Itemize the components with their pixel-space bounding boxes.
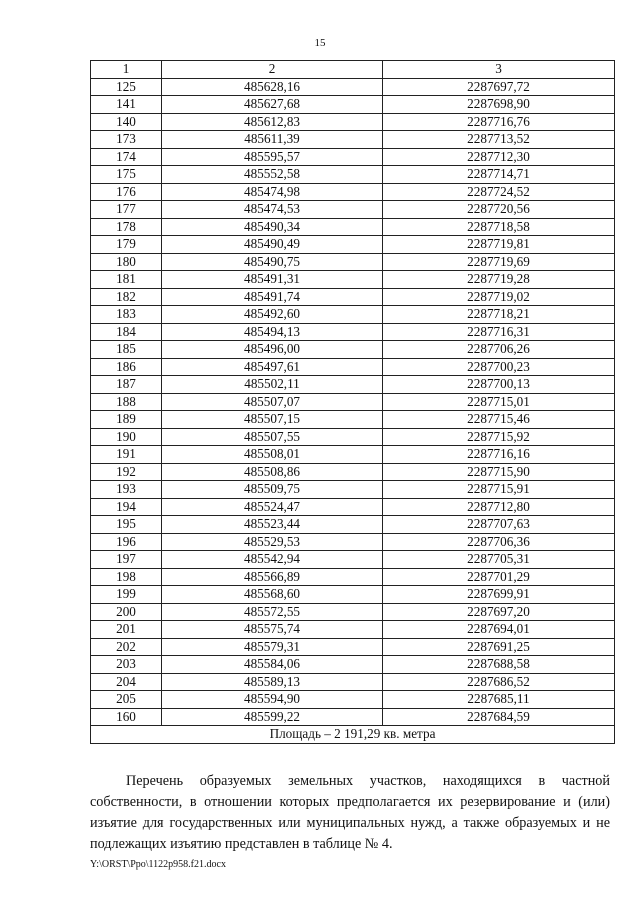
- cell-x-coordinate: 485508,01: [162, 446, 383, 464]
- cell-y-coordinate: 2287719,69: [383, 253, 615, 271]
- cell-point-number: 160: [91, 708, 162, 726]
- cell-x-coordinate: 485628,16: [162, 78, 383, 96]
- cell-y-coordinate: 2287720,56: [383, 201, 615, 219]
- cell-point-number: 180: [91, 253, 162, 271]
- cell-y-coordinate: 2287715,46: [383, 411, 615, 429]
- page-number: 15: [314, 37, 326, 49]
- table-row: [91, 691, 615, 709]
- cell-y-coordinate: 2287716,16: [383, 446, 615, 464]
- cell-point-number: 178: [91, 218, 162, 236]
- body-paragraph: [90, 771, 610, 855]
- cell-y-coordinate: 2287715,01: [383, 393, 615, 411]
- cell-y-coordinate: 2287701,29: [383, 568, 615, 586]
- document-file-path: Y:\ORST\Ppo\1122p958.f21.docx: [90, 859, 226, 870]
- cell-y-coordinate: 2287686,52: [383, 673, 615, 691]
- cell-y-coordinate: 2287719,28: [383, 271, 615, 289]
- cell-y-coordinate: 2287718,21: [383, 306, 615, 324]
- cell-x-coordinate: 485491,74: [162, 288, 383, 306]
- cell-y-coordinate: 2287705,31: [383, 551, 615, 569]
- cell-point-number: 182: [91, 288, 162, 306]
- cell-x-coordinate: 485507,15: [162, 411, 383, 429]
- table-row: [91, 78, 615, 96]
- cell-point-number: 175: [91, 166, 162, 184]
- cell-x-coordinate: 485474,98: [162, 183, 383, 201]
- cell-x-coordinate: 485492,60: [162, 306, 383, 324]
- cell-point-number: 187: [91, 376, 162, 394]
- table-row: [91, 96, 615, 114]
- table-row: [91, 411, 615, 429]
- table-row: [91, 376, 615, 394]
- cell-x-coordinate: 485497,61: [162, 358, 383, 376]
- cell-x-coordinate: 485474,53: [162, 201, 383, 219]
- cell-x-coordinate: 485490,49: [162, 236, 383, 254]
- table-row: [91, 551, 615, 569]
- cell-y-coordinate: 2287713,52: [383, 131, 615, 149]
- table-body: [91, 61, 615, 744]
- cell-x-coordinate: 485566,89: [162, 568, 383, 586]
- cell-x-coordinate: 485552,58: [162, 166, 383, 184]
- cell-x-coordinate: 485507,55: [162, 428, 383, 446]
- table-row: [91, 288, 615, 306]
- cell-y-coordinate: 2287697,20: [383, 603, 615, 621]
- cell-point-number: 192: [91, 463, 162, 481]
- cell-x-coordinate: 485568,60: [162, 586, 383, 604]
- cell-y-coordinate: 2287706,36: [383, 533, 615, 551]
- cell-y-coordinate: 2287700,23: [383, 358, 615, 376]
- cell-x-coordinate: 485594,90: [162, 691, 383, 709]
- table-row: [91, 638, 615, 656]
- table-row: [91, 341, 615, 359]
- cell-y-coordinate: 2287715,90: [383, 463, 615, 481]
- table-row: [91, 586, 615, 604]
- cell-x-coordinate: 485611,39: [162, 131, 383, 149]
- table-row: [91, 446, 615, 464]
- cell-y-coordinate: 2287699,91: [383, 586, 615, 604]
- cell-point-number: 190: [91, 428, 162, 446]
- table-row: [91, 621, 615, 639]
- cell-x-coordinate: 485612,83: [162, 113, 383, 131]
- cell-point-number: 173: [91, 131, 162, 149]
- cell-point-number: 191: [91, 446, 162, 464]
- table-row: [91, 498, 615, 516]
- cell-y-coordinate: 2287712,30: [383, 148, 615, 166]
- table-row: [91, 183, 615, 201]
- cell-x-coordinate: 485599,22: [162, 708, 383, 726]
- cell-x-coordinate: 485584,06: [162, 656, 383, 674]
- table-row: [91, 253, 615, 271]
- cell-y-coordinate: 2287716,76: [383, 113, 615, 131]
- cell-y-coordinate: 2287718,58: [383, 218, 615, 236]
- cell-point-number: 199: [91, 586, 162, 604]
- cell-y-coordinate: 2287707,63: [383, 516, 615, 534]
- cell-y-coordinate: 2287700,13: [383, 376, 615, 394]
- cell-x-coordinate: 485508,86: [162, 463, 383, 481]
- table-row: [91, 236, 615, 254]
- area-cell: Площадь – 2 191,29 кв. метра: [91, 726, 615, 744]
- cell-x-coordinate: 485627,68: [162, 96, 383, 114]
- table-row: [91, 463, 615, 481]
- cell-y-coordinate: 2287715,92: [383, 428, 615, 446]
- cell-point-number: 201: [91, 621, 162, 639]
- cell-point-number: 140: [91, 113, 162, 131]
- table-row: [91, 568, 615, 586]
- cell-point-number: 185: [91, 341, 162, 359]
- table-row: [91, 113, 615, 131]
- cell-y-coordinate: 2287714,71: [383, 166, 615, 184]
- header-cell-point-number: 1: [91, 61, 162, 79]
- table-header-row: [91, 61, 615, 79]
- table-row: [91, 358, 615, 376]
- cell-x-coordinate: 485490,75: [162, 253, 383, 271]
- cell-point-number: 198: [91, 568, 162, 586]
- cell-y-coordinate: 2287719,02: [383, 288, 615, 306]
- header-cell-y: 3: [383, 61, 615, 79]
- table-row: [91, 306, 615, 324]
- table-row: [91, 271, 615, 289]
- table-row: [91, 516, 615, 534]
- cell-point-number: 196: [91, 533, 162, 551]
- cell-y-coordinate: 2287684,59: [383, 708, 615, 726]
- cell-point-number: 194: [91, 498, 162, 516]
- cell-point-number: 203: [91, 656, 162, 674]
- cell-x-coordinate: 485491,31: [162, 271, 383, 289]
- cell-point-number: 179: [91, 236, 162, 254]
- paragraph-text: Перечень образуемых земельных участков, находящихся в частной собственности, в отношении которых предполагается их резервирование и (или) изъятие для государственных или муниципальных нужд, а также образуемых и не подлежащих изъятию представлен в таблице № 4.: [90, 773, 610, 852]
- cell-y-coordinate: 2287712,80: [383, 498, 615, 516]
- cell-point-number: 141: [91, 96, 162, 114]
- cell-x-coordinate: 485579,31: [162, 638, 383, 656]
- cell-point-number: 177: [91, 201, 162, 219]
- table-row: [91, 148, 615, 166]
- cell-x-coordinate: 485494,13: [162, 323, 383, 341]
- cell-point-number: 125: [91, 78, 162, 96]
- cell-y-coordinate: 2287685,11: [383, 691, 615, 709]
- cell-x-coordinate: 485502,11: [162, 376, 383, 394]
- cell-x-coordinate: 485575,74: [162, 621, 383, 639]
- cell-point-number: 184: [91, 323, 162, 341]
- cell-y-coordinate: 2287688,58: [383, 656, 615, 674]
- table-row: [91, 201, 615, 219]
- cell-x-coordinate: 485595,57: [162, 148, 383, 166]
- table-row: [91, 533, 615, 551]
- area-row: [91, 726, 615, 744]
- cell-x-coordinate: 485572,55: [162, 603, 383, 621]
- cell-point-number: 174: [91, 148, 162, 166]
- cell-y-coordinate: 2287719,81: [383, 236, 615, 254]
- cell-x-coordinate: 485523,44: [162, 516, 383, 534]
- cell-point-number: 202: [91, 638, 162, 656]
- cell-point-number: 181: [91, 271, 162, 289]
- cell-y-coordinate: 2287694,01: [383, 621, 615, 639]
- cell-y-coordinate: 2287716,31: [383, 323, 615, 341]
- header-cell-x: 2: [162, 61, 383, 79]
- table-row: [91, 428, 615, 446]
- cell-x-coordinate: 485490,34: [162, 218, 383, 236]
- cell-y-coordinate: 2287698,90: [383, 96, 615, 114]
- cell-y-coordinate: 2287706,26: [383, 341, 615, 359]
- cell-x-coordinate: 485509,75: [162, 481, 383, 499]
- cell-point-number: 176: [91, 183, 162, 201]
- table-row: [91, 131, 615, 149]
- cell-x-coordinate: 485496,00: [162, 341, 383, 359]
- table-row: [91, 481, 615, 499]
- table-row: [91, 603, 615, 621]
- cell-x-coordinate: 485589,13: [162, 673, 383, 691]
- cell-x-coordinate: 485524,47: [162, 498, 383, 516]
- cell-point-number: 189: [91, 411, 162, 429]
- cell-x-coordinate: 485507,07: [162, 393, 383, 411]
- table-row: [91, 393, 615, 411]
- cell-point-number: 183: [91, 306, 162, 324]
- table-row: [91, 218, 615, 236]
- cell-point-number: 204: [91, 673, 162, 691]
- cell-x-coordinate: 485529,53: [162, 533, 383, 551]
- table-row: [91, 708, 615, 726]
- cell-point-number: 193: [91, 481, 162, 499]
- table-row: [91, 673, 615, 691]
- cell-y-coordinate: 2287691,25: [383, 638, 615, 656]
- table-row: [91, 656, 615, 674]
- cell-point-number: 200: [91, 603, 162, 621]
- cell-y-coordinate: 2287724,52: [383, 183, 615, 201]
- cell-point-number: 197: [91, 551, 162, 569]
- cell-point-number: 205: [91, 691, 162, 709]
- table-row: [91, 166, 615, 184]
- coordinates-table: [90, 60, 615, 744]
- table-row: [91, 323, 615, 341]
- cell-y-coordinate: 2287715,91: [383, 481, 615, 499]
- cell-point-number: 186: [91, 358, 162, 376]
- cell-point-number: 195: [91, 516, 162, 534]
- cell-x-coordinate: 485542,94: [162, 551, 383, 569]
- cell-point-number: 188: [91, 393, 162, 411]
- cell-y-coordinate: 2287697,72: [383, 78, 615, 96]
